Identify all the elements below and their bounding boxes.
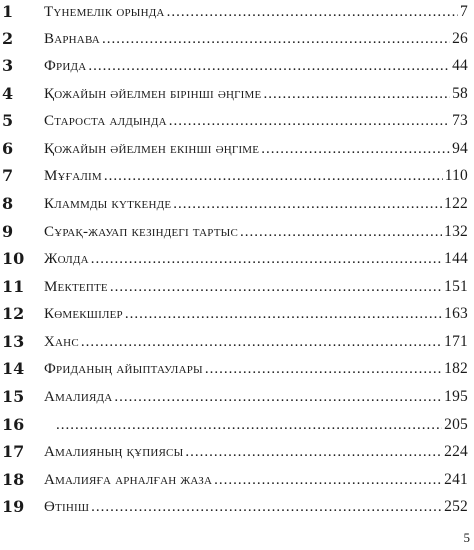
toc-entry-line <box>44 193 468 215</box>
toc-entry-page: 163 <box>444 305 468 322</box>
toc-entry-page: 144 <box>444 250 468 267</box>
toc-entry-19[interactable] <box>0 496 474 518</box>
toc-entry-6[interactable] <box>0 138 474 160</box>
toc-entry-title: Мұғалім <box>44 168 102 184</box>
dot-leader <box>185 441 442 463</box>
dot-leader <box>88 55 450 77</box>
toc-entry-18[interactable] <box>0 469 474 491</box>
toc-entry-title: Ханс <box>44 334 79 350</box>
toc-entry-number: 10 <box>2 249 25 268</box>
toc-entry-line <box>44 386 468 408</box>
toc-entry-page: 7 <box>460 3 468 20</box>
dot-leader <box>91 496 442 518</box>
toc-entry-title: Қожайын әйелмен бірінші әңгіме <box>44 86 262 102</box>
toc-entry-line <box>44 441 468 463</box>
toc-entry-9[interactable] <box>0 221 474 243</box>
toc-entry-number: 8 <box>2 194 14 213</box>
toc-entry-number: 17 <box>2 442 25 461</box>
toc-entry-page: 205 <box>444 416 468 433</box>
toc-entry-line <box>44 303 468 325</box>
dot-leader <box>167 1 458 23</box>
toc-entry-11[interactable] <box>0 276 474 298</box>
toc-entry-line <box>44 358 468 380</box>
dot-leader <box>240 221 442 243</box>
dot-leader <box>81 331 442 353</box>
toc-entry-number: 15 <box>2 387 25 406</box>
toc-entry-line <box>44 248 468 270</box>
toc-entry-page: 171 <box>444 333 468 350</box>
toc-entry-line <box>44 469 468 491</box>
toc-entry-line <box>44 55 468 77</box>
toc-entry-number: 7 <box>2 166 14 185</box>
toc-entry-line <box>44 110 468 132</box>
toc-entry-page: 26 <box>452 30 468 47</box>
dot-leader <box>91 248 442 270</box>
toc-entry-title: Сұрақ-жауап кезіндегі тартыс <box>44 224 239 240</box>
toc-entry-title: Амалияға арналған жаза <box>44 472 213 488</box>
dot-leader <box>110 276 442 298</box>
toc-entry-page: 110 <box>444 167 468 184</box>
toc-entry-2[interactable] <box>0 28 474 50</box>
toc-entry-13[interactable] <box>0 331 474 353</box>
toc-entry-4[interactable] <box>0 83 474 105</box>
toc-entry-title: Өтініш <box>44 499 90 515</box>
toc-entry-page: 44 <box>452 57 468 74</box>
toc-entry-number: 1 <box>2 2 14 21</box>
toc-entry-title: Варнава <box>44 31 100 47</box>
toc-entry-title: Фриданың айыптаулары <box>44 361 203 377</box>
toc-entry-title: Мектепте <box>44 279 108 295</box>
dot-leader <box>214 469 442 491</box>
toc-entry-line <box>44 165 468 187</box>
toc-entry-line <box>44 28 468 50</box>
toc-entry-12[interactable] <box>0 303 474 325</box>
toc-entry-line <box>44 276 468 298</box>
dot-leader <box>173 193 442 215</box>
toc-entry-1[interactable] <box>0 1 474 23</box>
dot-leader <box>169 110 450 132</box>
toc-entry-number: 5 <box>2 111 14 130</box>
toc-entry-page: 252 <box>444 498 468 515</box>
toc-entry-title: Түнемелік орында <box>44 4 165 20</box>
toc-entry-title: Көмекшілер <box>44 306 123 322</box>
toc-entry-title: Амалияда <box>44 389 113 405</box>
toc-entry-title: Амалияның құпиясы <box>44 444 184 460</box>
toc-entry-page: 58 <box>452 85 468 102</box>
toc-entry-number: 9 <box>2 222 14 241</box>
toc-entry-title: Кламмды күткенде <box>44 196 172 212</box>
toc-entry-page: 94 <box>452 140 468 157</box>
toc-entry-number: 19 <box>2 497 25 516</box>
toc-entry-16[interactable] <box>0 414 474 436</box>
toc-entry-number: 2 <box>2 29 14 48</box>
toc-entry-title: Староста алдында <box>44 113 167 129</box>
toc-entry-17[interactable] <box>0 441 474 463</box>
page-number: 5 <box>463 530 470 545</box>
toc-entry-page: 122 <box>444 195 468 212</box>
dot-leader <box>263 83 450 105</box>
toc-entry-8[interactable] <box>0 193 474 215</box>
toc-entry-page: 224 <box>444 443 468 460</box>
toc-entry-5[interactable] <box>0 110 474 132</box>
toc-entry-line <box>44 496 468 518</box>
toc-entry-page: 241 <box>444 471 468 488</box>
toc-entry-10[interactable] <box>0 248 474 270</box>
dot-leader <box>104 165 443 187</box>
toc-entry-title: Фрида <box>44 58 87 74</box>
toc-entry-line <box>44 138 468 160</box>
toc-entry-number: 18 <box>2 470 25 489</box>
toc-entry-page: 151 <box>444 278 468 295</box>
toc-entry-number: 12 <box>2 304 25 323</box>
toc-entry-title: Жолда <box>44 251 89 267</box>
toc-entry-number: 14 <box>2 359 25 378</box>
toc-entry-number: 16 <box>2 415 25 434</box>
dot-leader <box>114 386 442 408</box>
toc-entry-line <box>44 414 468 436</box>
dot-leader <box>205 358 442 380</box>
toc-entry-7[interactable] <box>0 165 474 187</box>
toc-entry-page: 195 <box>444 388 468 405</box>
toc-entry-3[interactable] <box>0 55 474 77</box>
toc-entry-line <box>44 83 468 105</box>
dot-leader <box>56 414 442 436</box>
toc-entry-page: 132 <box>444 223 468 240</box>
toc-entry-15[interactable] <box>0 386 474 408</box>
toc-entry-line <box>44 221 468 243</box>
toc-entry-number: 11 <box>2 277 25 296</box>
toc-entry-page: 182 <box>444 360 468 377</box>
toc-entry-page: 73 <box>452 112 468 129</box>
dot-leader <box>102 28 450 50</box>
toc-entry-number: 4 <box>2 84 14 103</box>
toc-entry-line <box>44 331 468 353</box>
toc-entry-number: 3 <box>2 56 14 75</box>
toc-entry-title: Қожайын әйелмен екінші әңгіме <box>44 141 260 157</box>
dot-leader <box>125 303 442 325</box>
toc-entry-number: 6 <box>2 139 14 158</box>
toc-entry-line <box>44 1 468 23</box>
toc-entry-14[interactable] <box>0 358 474 380</box>
dot-leader <box>261 138 450 160</box>
toc-entry-number: 13 <box>2 332 25 351</box>
